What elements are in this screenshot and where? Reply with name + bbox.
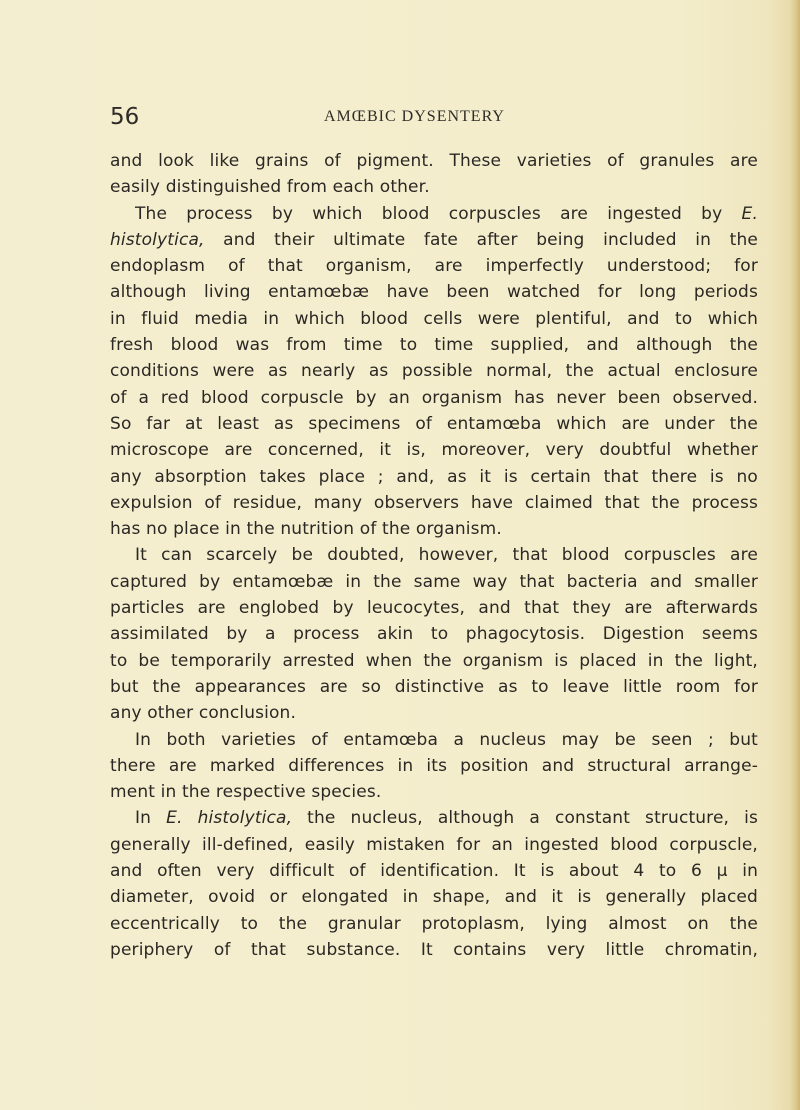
text-line: in fluid media in which blood cells were plentiful, and to which bbox=[110, 308, 758, 329]
text-line: has no place in the nutrition of the organism. bbox=[110, 519, 502, 540]
text-line: So far at least as specimens of entamœba which are under the bbox=[110, 413, 758, 434]
text-line: eccentrically to the granular protoplasm, lying almost on the bbox=[110, 913, 758, 934]
text-line: ment in the respective species. bbox=[110, 782, 382, 803]
text-line bbox=[110, 201, 758, 227]
text-line: endoplasm of that organism, are imperfectly understood; for bbox=[110, 256, 758, 277]
text-line: periphery of that substance. It contains very little chromatin, bbox=[110, 939, 758, 960]
text-line: and look like grains of pigment. These varieties of granules are bbox=[110, 151, 758, 171]
text-fragment: The process by which blood corpuscles are ingested by bbox=[135, 203, 723, 224]
running-head: AMŒBIC DYSENTERY bbox=[324, 108, 505, 125]
italic-genus: E. bbox=[741, 203, 758, 224]
italic-species: histolytica, bbox=[110, 229, 205, 250]
text-line: although living entamœbæ have been watched for long periods bbox=[110, 282, 758, 303]
text-line bbox=[110, 805, 758, 831]
text-line: diameter, ovoid or elongated in shape, and it is generally placed bbox=[110, 887, 758, 908]
body-text bbox=[110, 148, 758, 963]
page-number: 56 bbox=[110, 104, 140, 130]
text-line: It can scarcely be doubted, however, that blood corpuscles are bbox=[135, 545, 758, 566]
text-line: easily distinguished from each other. bbox=[110, 177, 430, 198]
page-edge bbox=[790, 0, 800, 1110]
text-line: assimilated by a process akin to phagocytosis. Digestion seems bbox=[110, 624, 758, 645]
text-line: particles are englobed by leucocytes, and that they are afterwards bbox=[110, 598, 758, 619]
text-line: but the appearances are so distinctive as to leave little room for bbox=[110, 676, 758, 697]
text-line: fresh blood was from time to time supplied, and although the bbox=[110, 335, 758, 356]
text-line: of a red blood corpuscle by an organism has never been observed. bbox=[110, 387, 758, 408]
text-fragment: and their ultimate fate after being included in the bbox=[223, 229, 758, 250]
text-line: In both varieties of entamœba a nucleus may be seen ; but bbox=[135, 729, 758, 750]
text-line: conditions were as nearly as possible normal, the actual enclosure bbox=[110, 361, 758, 382]
text-line: captured by entamœbæ in the same way that bacteria and smaller bbox=[110, 571, 758, 592]
text-line: microscope are concerned, it is, moreover, very doubtful whether bbox=[110, 440, 758, 461]
text-line: to be temporarily arrested when the organism is placed in the light, bbox=[110, 650, 758, 671]
text-line: generally ill-defined, easily mistaken for an ingested blood corpuscle, bbox=[110, 834, 758, 855]
text-line: expulsion of residue, many observers have claimed that the process bbox=[110, 492, 758, 513]
text-line: and often very difficult of identification. It is about 4 to 6 μ in bbox=[110, 861, 758, 882]
text-fragment: the nucleus, although a constant structure, is bbox=[307, 808, 759, 829]
italic-species-name: E. histolytica, bbox=[166, 808, 293, 829]
page-header bbox=[110, 104, 710, 136]
text-line bbox=[110, 227, 758, 253]
text-fragment: In bbox=[135, 808, 152, 829]
text-line: there are marked differences in its position and structural arrange- bbox=[110, 755, 758, 776]
text-line: any other conclusion. bbox=[110, 703, 297, 724]
text-line: any absorption takes place ; and, as it is certain that there is no bbox=[110, 466, 758, 487]
